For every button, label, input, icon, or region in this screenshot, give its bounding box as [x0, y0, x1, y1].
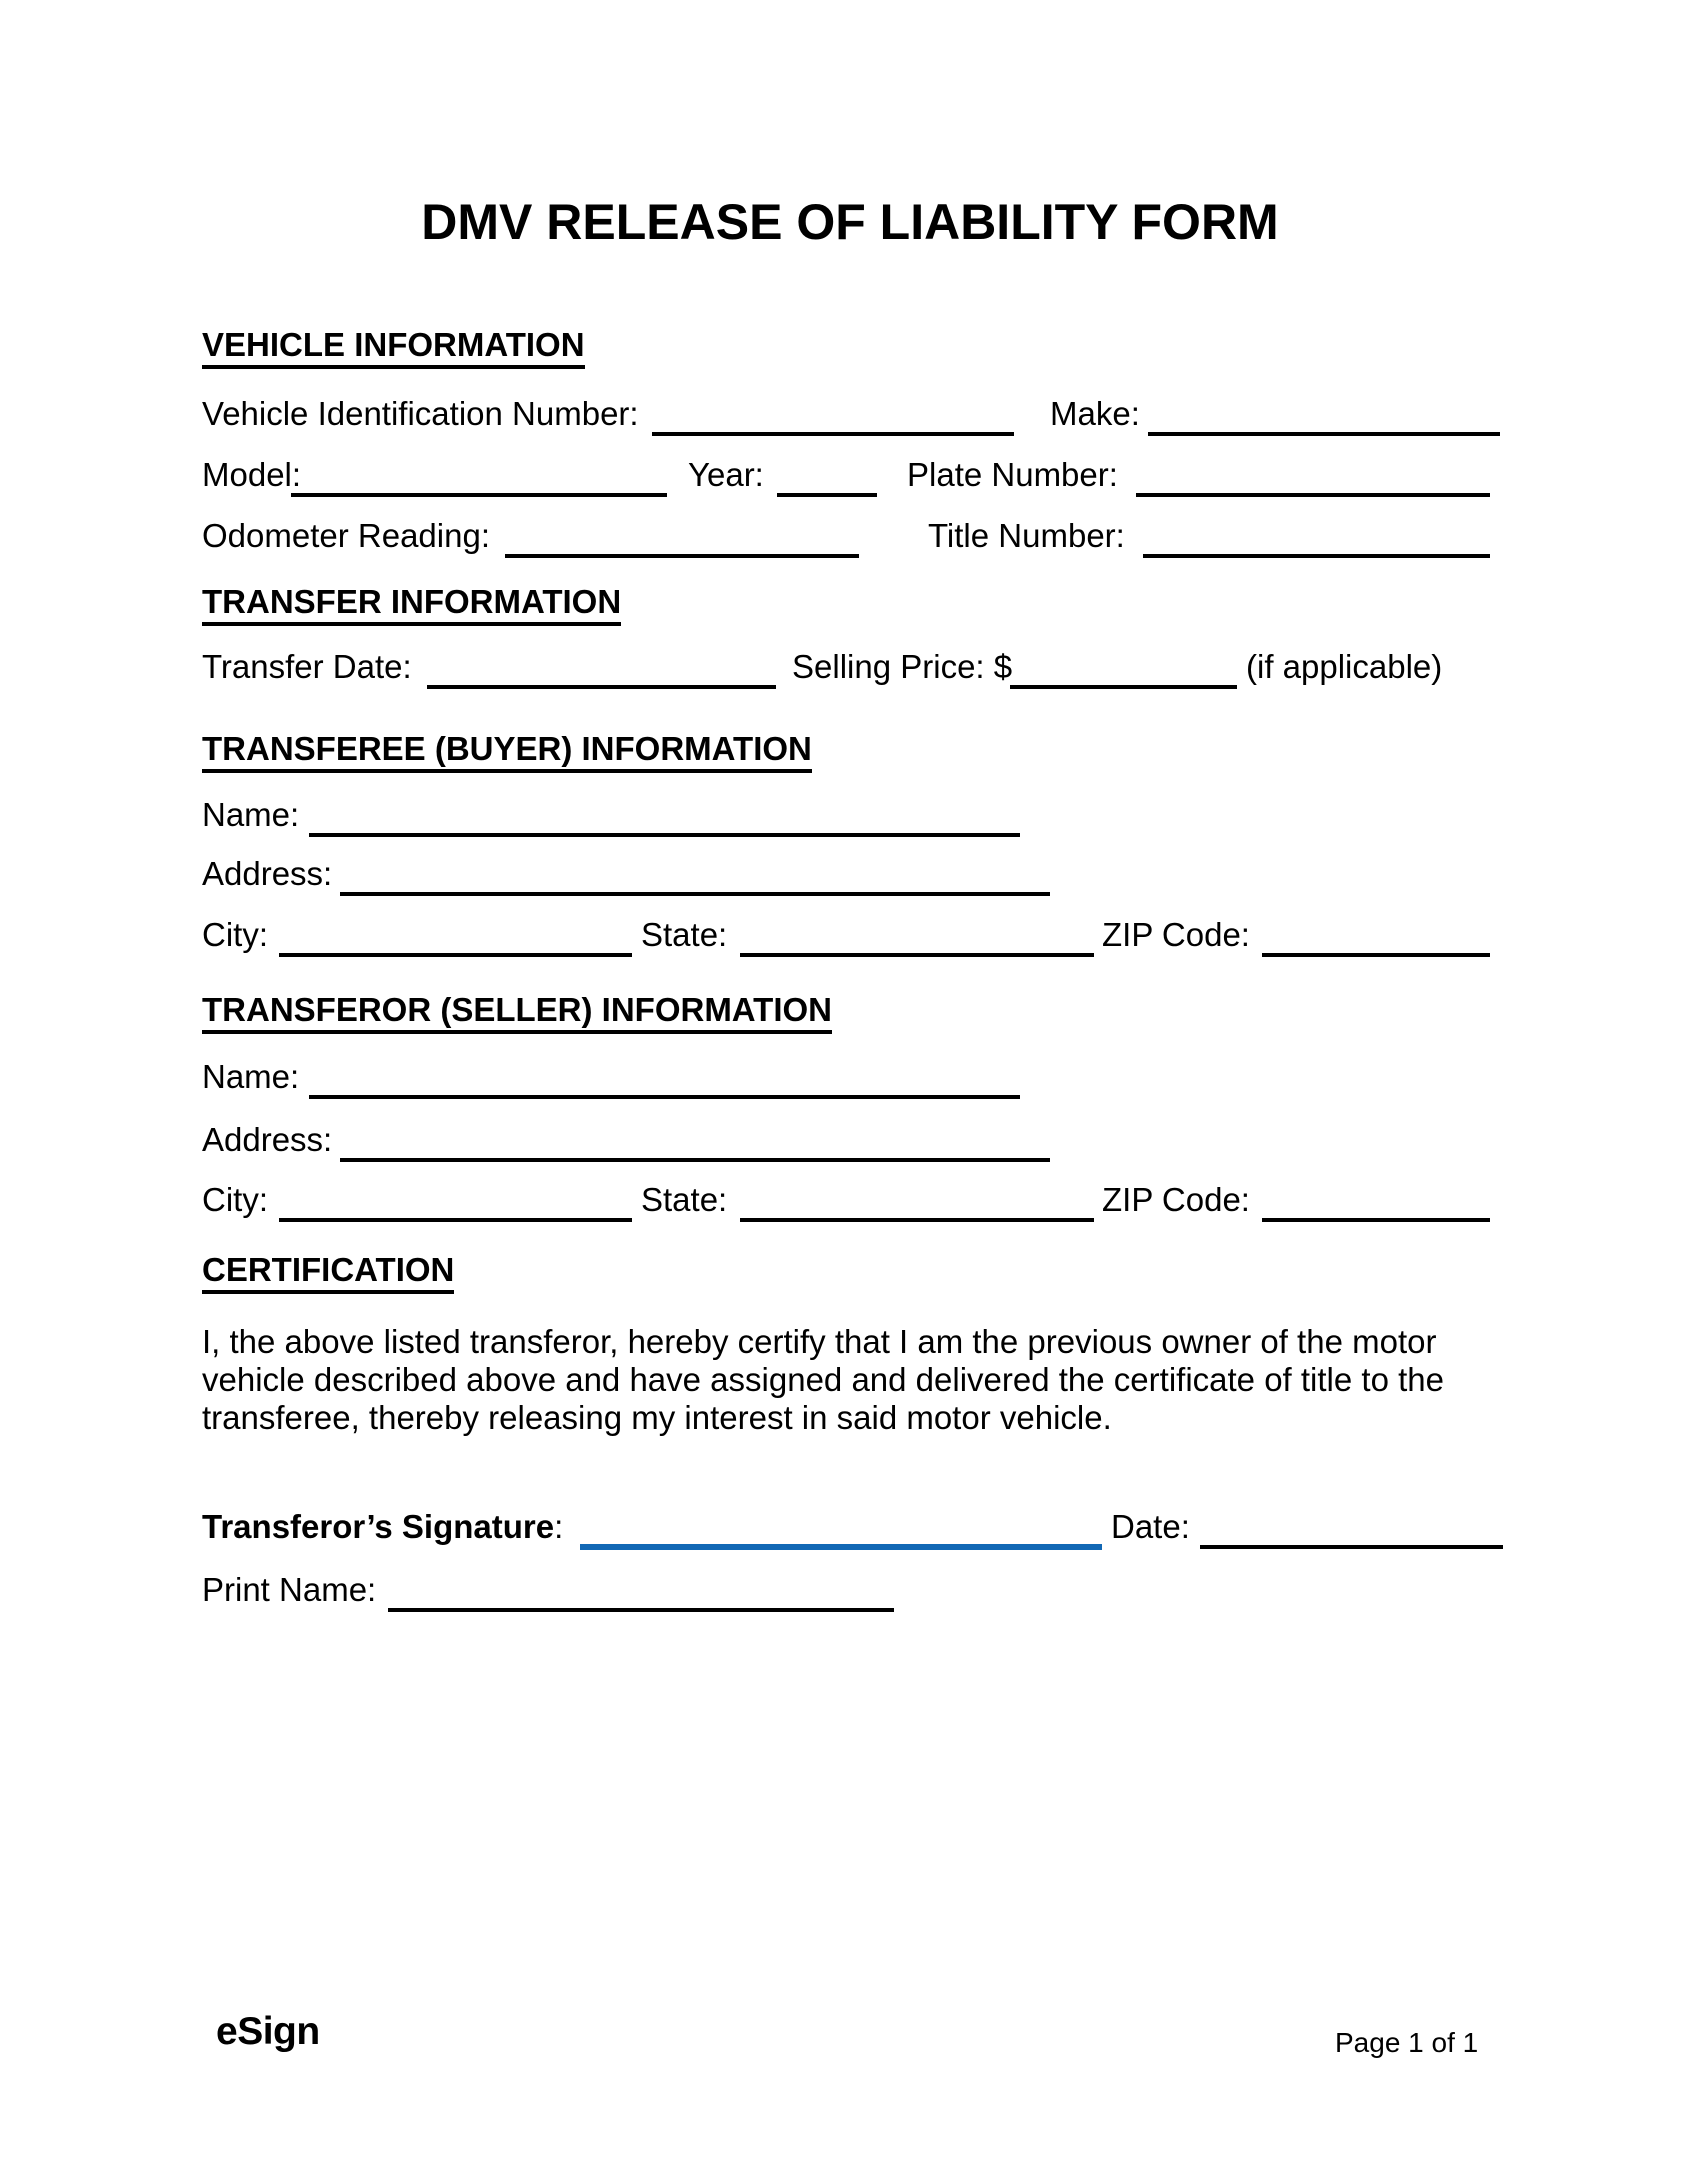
seller-address-row	[0, 1120, 1700, 1166]
plate-number-label: Plate Number:	[907, 456, 1118, 493]
vin-label: Vehicle Identification Number:	[202, 395, 639, 432]
vehicle-row-odometer-title	[0, 516, 1700, 562]
buyer-state-field	[740, 915, 1094, 957]
print-name-field	[388, 1570, 894, 1612]
transfer-date-field	[427, 647, 776, 689]
transfer-date-label: Transfer Date:	[202, 648, 412, 685]
signature-row	[0, 1507, 1700, 1553]
page-number: Page 1 of 1	[1335, 2027, 1479, 2058]
seller-name-field	[309, 1057, 1020, 1099]
vehicle-row-vin-make	[0, 394, 1700, 440]
seller-zip-field	[1262, 1180, 1490, 1222]
if-applicable-note: (if applicable)	[1246, 648, 1443, 685]
vin-field	[652, 394, 1014, 436]
seller-name-label: Name:	[202, 1058, 300, 1095]
vehicle-row-model-year-plate	[0, 455, 1700, 501]
seller-address-field	[340, 1120, 1050, 1162]
buyer-city-field	[279, 915, 632, 957]
seller-name-row	[0, 1057, 1700, 1103]
transferor-signature-label: Transferor’s Signature:	[202, 1508, 564, 1545]
make-label: Make:	[1050, 395, 1140, 432]
page-title: DMV RELEASE OF LIABILITY FORM	[421, 194, 1279, 250]
seller-zip-label: ZIP Code:	[1102, 1181, 1250, 1218]
odometer-reading-field	[505, 516, 859, 558]
transfer-row	[0, 647, 1700, 693]
buyer-name-label: Name:	[202, 796, 300, 833]
buyer-zip-field	[1262, 915, 1490, 957]
buyer-city-label: City:	[202, 916, 268, 953]
seller-city-field	[279, 1180, 632, 1222]
title-number-field	[1143, 516, 1490, 558]
seller-city-label: City:	[202, 1181, 268, 1218]
odometer-reading-label: Odometer Reading:	[202, 517, 490, 554]
transferee-buyer-heading: TRANSFEREE (BUYER) INFORMATION	[202, 729, 812, 773]
buyer-name-field	[309, 795, 1020, 837]
print-name-row	[0, 1570, 1700, 1616]
year-field	[777, 455, 877, 497]
buyer-address-row	[0, 854, 1700, 900]
transferor-signature-field[interactable]	[580, 1507, 1102, 1550]
buyer-zip-label: ZIP Code:	[1102, 916, 1250, 953]
print-name-label: Print Name:	[202, 1571, 377, 1608]
date-label: Date:	[1111, 1508, 1190, 1545]
model-label: Model:	[202, 456, 302, 493]
vehicle-information-heading: VEHICLE INFORMATION	[202, 325, 585, 369]
year-label: Year:	[688, 456, 764, 493]
buyer-address-field	[340, 854, 1050, 896]
certification-text: I, the above listed transferor, hereby certify that I am the previous owner of the motor vehicle described above and have assigned and delivered the certificate of title to the transferee, thereby releasing my interest in said motor vehicle.	[202, 1323, 1444, 1436]
buyer-state-label: State:	[641, 916, 728, 953]
buyer-city-state-zip-row	[0, 915, 1700, 961]
model-field	[291, 455, 667, 497]
selling-price-field	[1010, 647, 1237, 689]
esign-logo: eSign	[216, 2010, 320, 2053]
selling-price-label: Selling Price: $	[792, 648, 1013, 685]
title-number-label: Title Number:	[928, 517, 1125, 554]
buyer-address-label: Address:	[202, 855, 333, 892]
seller-state-field	[740, 1180, 1094, 1222]
seller-address-label: Address:	[202, 1121, 333, 1158]
seller-state-label: State:	[641, 1181, 728, 1218]
transferor-seller-heading: TRANSFEROR (SELLER) INFORMATION	[202, 990, 832, 1034]
make-field	[1148, 394, 1500, 436]
buyer-name-row	[0, 795, 1700, 841]
seller-city-state-zip-row	[0, 1180, 1700, 1226]
plate-number-field	[1136, 455, 1490, 497]
date-field	[1200, 1507, 1503, 1549]
certification-heading: CERTIFICATION	[202, 1250, 454, 1294]
transfer-information-heading: TRANSFER INFORMATION	[202, 582, 621, 626]
